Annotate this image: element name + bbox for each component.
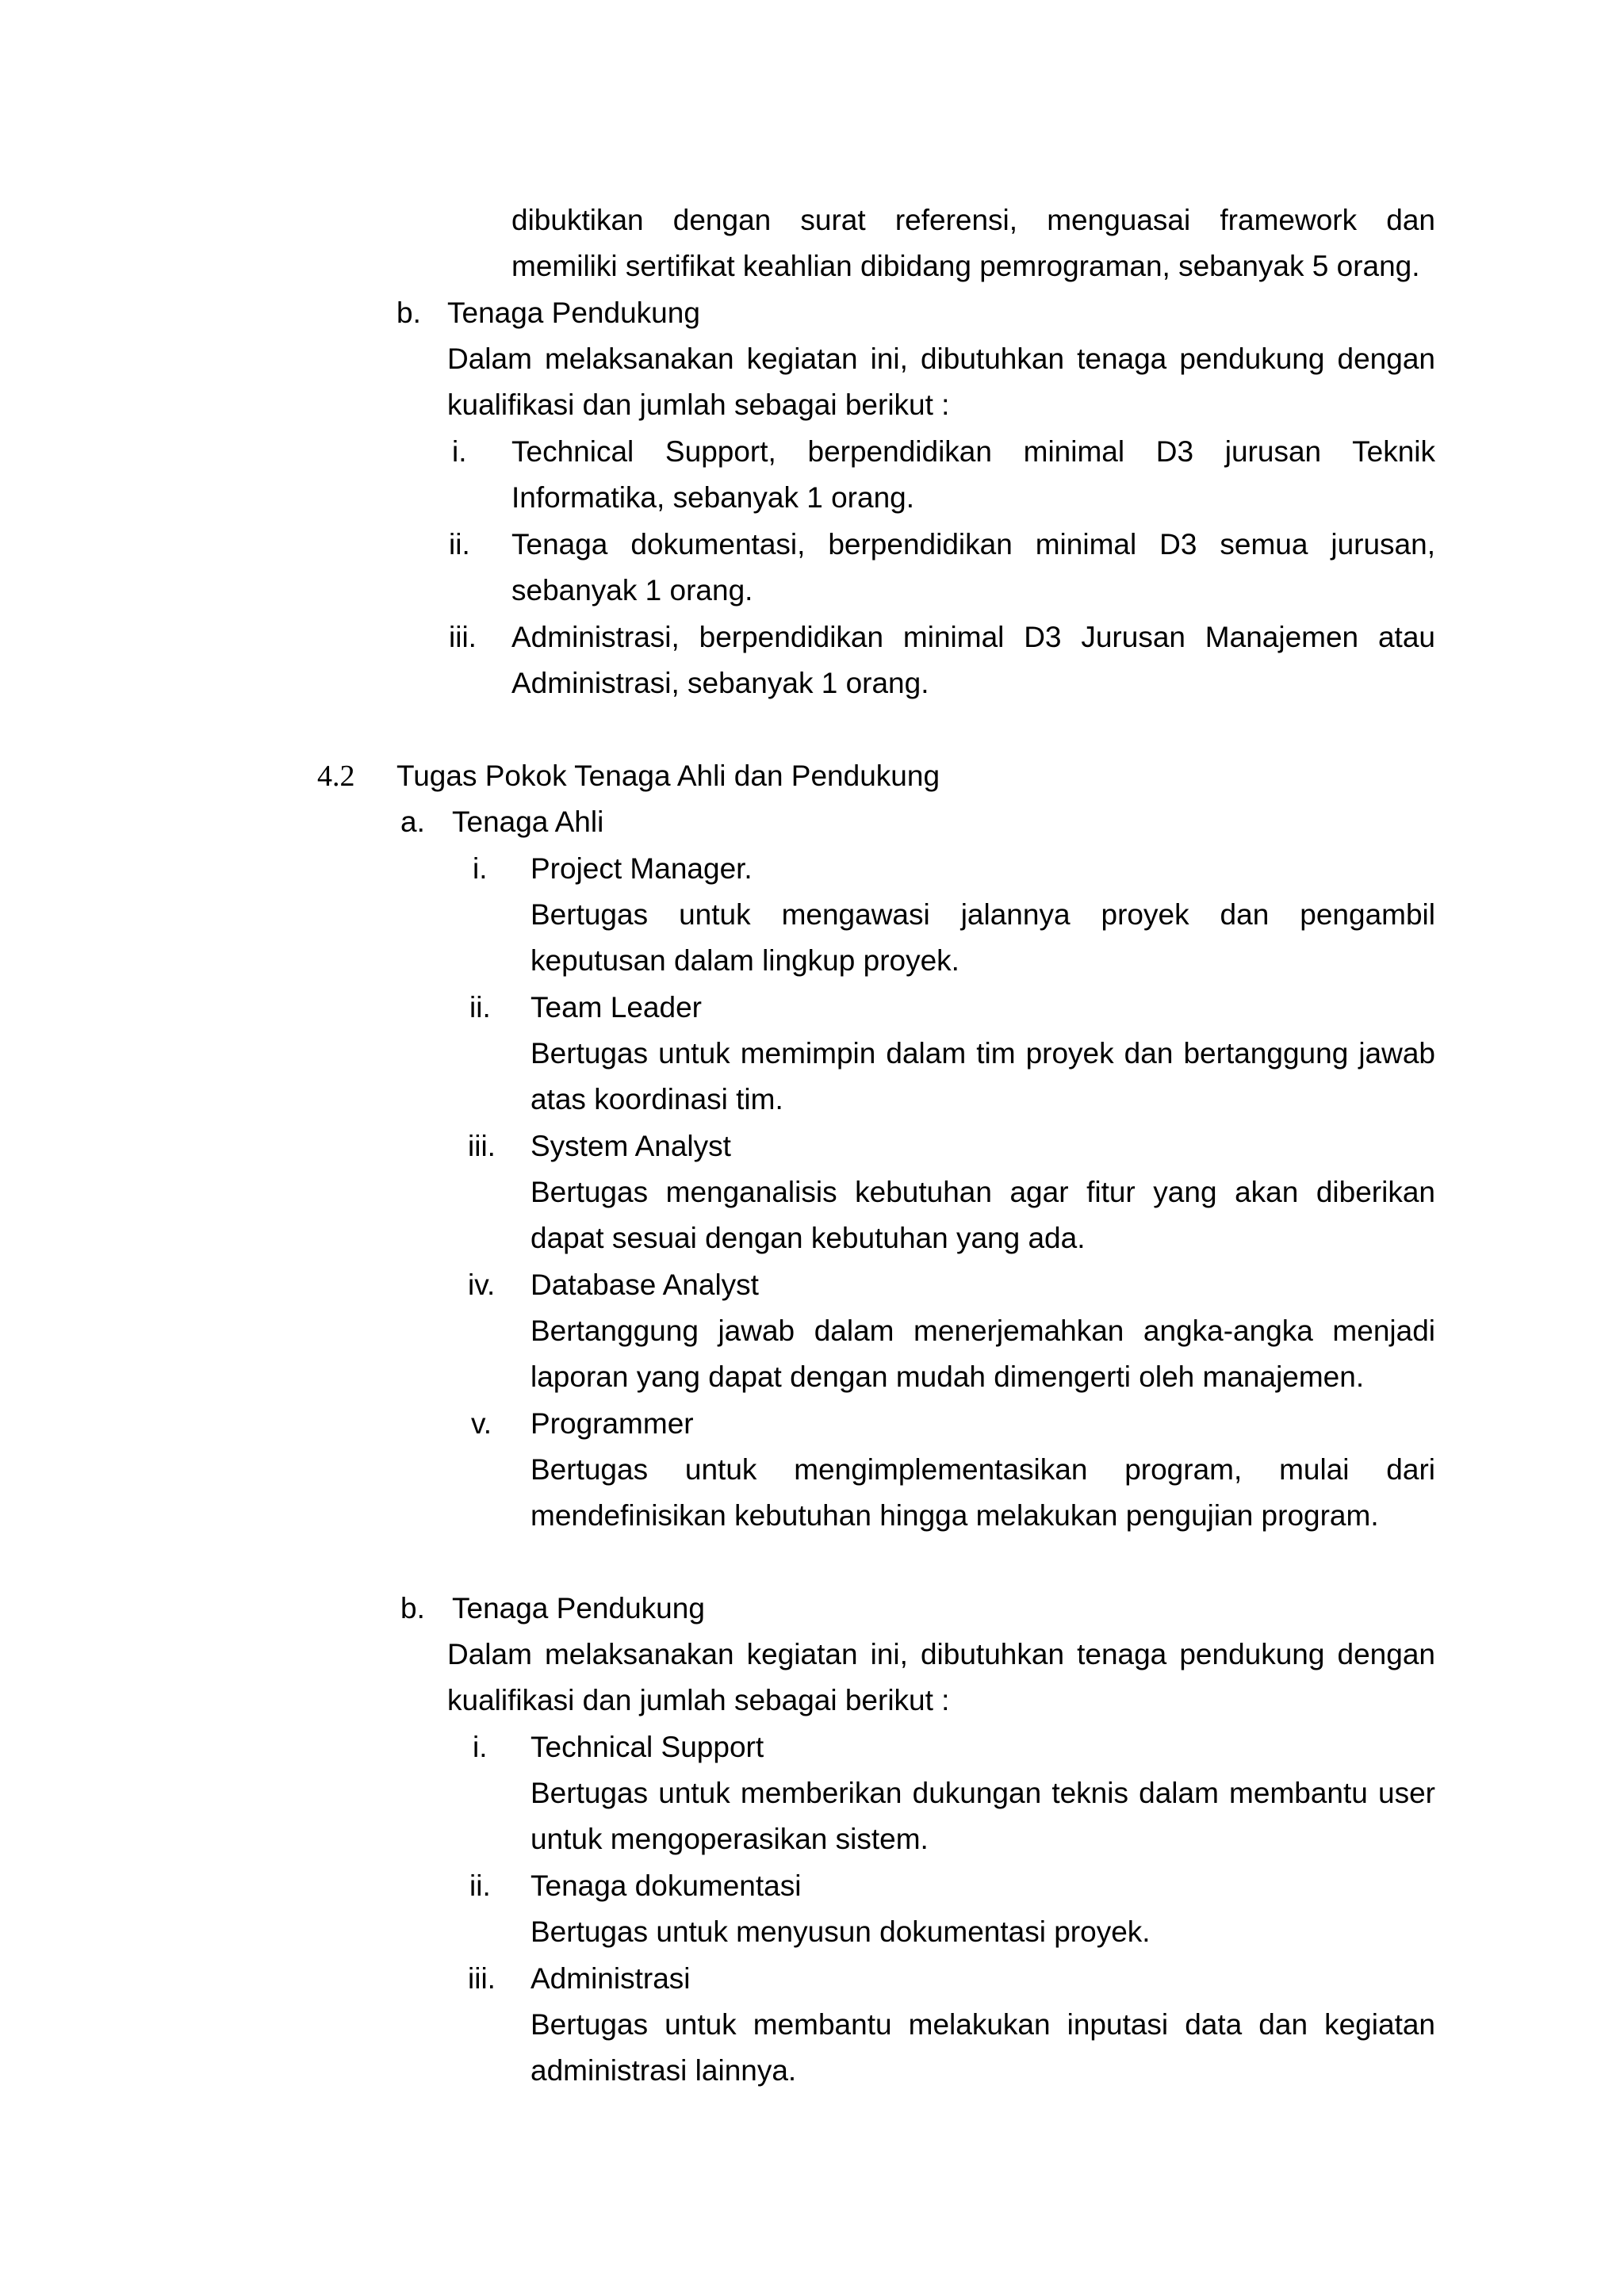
- top-support-item-1-line-2: Informatika, sebanyak 1 orang.: [511, 481, 915, 514]
- expert-2-desc-1: Bertugas untuk memimpin dalam tim proyek dan bertanggung jawab: [530, 1037, 1435, 1070]
- support-marker: b.: [400, 1592, 425, 1624]
- expert-1-desc-2: keputusan dalam lingkup proyek.: [530, 944, 959, 977]
- expert-2-desc-2: atas koordinasi tim.: [530, 1083, 783, 1115]
- top-support-intro-2: kualifikasi dan jumlah sebagai berikut :: [447, 388, 950, 421]
- top-support-item-3-line-1: Administrasi, berpendidikan minimal D3 Jurusan Manajemen atau: [511, 621, 1435, 653]
- experts-marker: a.: [400, 806, 425, 838]
- experts-heading: Tenaga Ahli: [452, 806, 604, 838]
- top-support-marker: b.: [396, 297, 421, 329]
- section-title: Tugas Pokok Tenaga Ahli dan Pendukung: [396, 760, 940, 792]
- top-support-heading: Tenaga Pendukung: [447, 297, 700, 329]
- support-2-marker: ii.: [469, 1869, 491, 1902]
- support-1-desc-1: Bertugas untuk memberikan dukungan teknis dalam membantu user: [530, 1777, 1435, 1809]
- expert-1-title: Project Manager.: [530, 852, 753, 885]
- expert-4-desc-1: Bertanggung jawab dalam menerjemahkan angka-angka menjadi: [530, 1314, 1435, 1347]
- expert-4-marker: iv.: [468, 1269, 496, 1301]
- support-1-title: Technical Support: [530, 1731, 764, 1763]
- support-3-desc-2: administrasi lainnya.: [530, 2054, 797, 2087]
- support-1-marker: i.: [473, 1731, 488, 1763]
- top-support-item-1-line-1: Technical Support, berpendidikan minimal D3 jurusan Teknik: [511, 435, 1435, 468]
- expert-3-desc-1: Bertugas menganalisis kebutuhan agar fitur yang akan diberikan: [530, 1176, 1435, 1208]
- top-support-item-2-line-1: Tenaga dokumentasi, berpendidikan minimal D3 semua jurusan,: [511, 528, 1435, 561]
- support-1-desc-2: untuk mengoperasikan sistem.: [530, 1823, 929, 1855]
- expert-3-title: System Analyst: [530, 1130, 731, 1162]
- top-support-intro-1: Dalam melaksanakan kegiatan ini, dibutuhkan tenaga pendukung dengan: [447, 342, 1435, 375]
- top-support-item-2-line-2: sebanyak 1 orang.: [511, 574, 753, 607]
- expert-5-desc-2: mendefinisikan kebutuhan hingga melakukan pengujian program.: [530, 1499, 1379, 1532]
- expert-5-title: Programmer: [530, 1407, 694, 1440]
- top-support-item-3-line-2: Administrasi, sebanyak 1 orang.: [511, 667, 929, 699]
- continuation-line-2: memiliki sertifikat keahlian dibidang pemrograman, sebanyak 5 orang.: [511, 250, 1420, 282]
- expert-2-marker: ii.: [469, 991, 491, 1024]
- expert-2-title: Team Leader: [530, 991, 702, 1024]
- support-2-title: Tenaga dokumentasi: [530, 1869, 802, 1902]
- support-3-marker: iii.: [468, 1962, 496, 1995]
- expert-5-marker: v.: [471, 1407, 492, 1440]
- support-3-desc-1: Bertugas untuk membantu melakukan inputasi data dan kegiatan: [530, 2008, 1435, 2041]
- support-intro-2: kualifikasi dan jumlah sebagai berikut :: [447, 1684, 950, 1716]
- expert-4-title: Database Analyst: [530, 1269, 759, 1301]
- support-heading: Tenaga Pendukung: [452, 1592, 705, 1624]
- expert-5-desc-1: Bertugas untuk mengimplementasikan program, mulai dari: [530, 1453, 1435, 1486]
- support-intro-1: Dalam melaksanakan kegiatan ini, dibutuhkan tenaga pendukung dengan: [447, 1638, 1435, 1670]
- expert-3-desc-2: dapat sesuai dengan kebutuhan yang ada.: [530, 1222, 1086, 1254]
- top-support-item-3-marker: iii.: [449, 621, 477, 653]
- top-support-item-1-marker: i.: [452, 435, 467, 468]
- expert-1-desc-1: Bertugas untuk mengawasi jalannya proyek dan pengambil: [530, 898, 1435, 931]
- expert-1-marker: i.: [473, 852, 488, 885]
- top-support-item-2-marker: ii.: [449, 528, 470, 561]
- expert-4-desc-2: laporan yang dapat dengan mudah dimengerti oleh manajemen.: [530, 1360, 1365, 1393]
- section-number: 4.2: [317, 760, 355, 793]
- continuation-line-1: dibuktikan dengan surat referensi, menguasai framework dan: [511, 204, 1435, 236]
- support-2-desc-1: Bertugas untuk menyusun dokumentasi proyek.: [530, 1915, 1151, 1948]
- expert-3-marker: iii.: [468, 1130, 496, 1162]
- support-3-title: Administrasi: [530, 1962, 691, 1995]
